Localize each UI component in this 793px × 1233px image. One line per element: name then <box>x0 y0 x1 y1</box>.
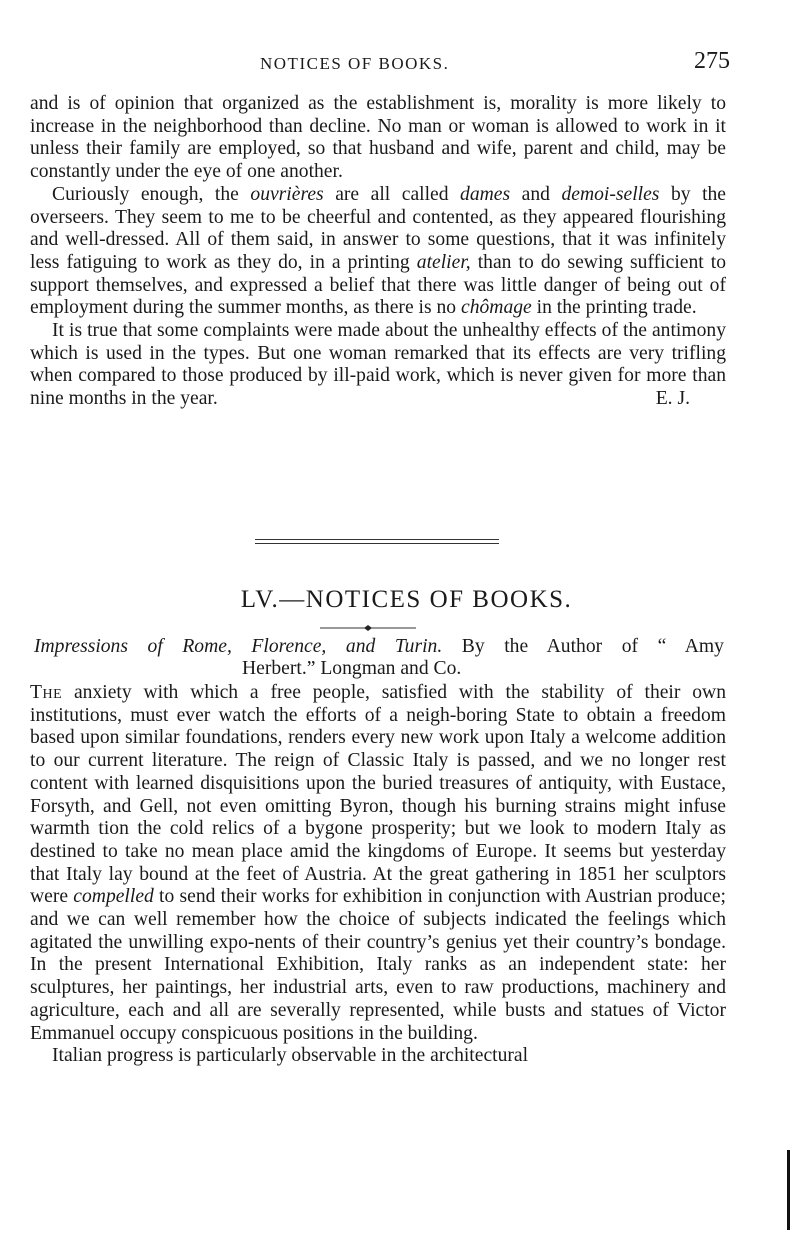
divider-line <box>255 543 499 544</box>
paragraph: The anxiety with which a free people, satisfied with the stability of their own institutions, must ever watch the efforts of a neigh-boring State to obtain a freedom based upon similar foundations, renders every new work upon Italy a welcome addition to our current literature. The reign of Classic Italy is passed, and we no longer rest content with learned disquisitions upon the buried treasures of antiquity, with Eustace, Forsyth, and Gell, not even omitting Byron, though his burning strains might infuse warmth tion the cold relics of a bygone prosperity; but we look to modern Italy as destined to take no mean place amid the kingdoms of Europe. It seems but yesterday that Italy lay bound at the feet of Austria. At the great gathering in 1851 her sculptors were compelled to send their works for exhibition in conjunction with Austrian produce; and we can well remember how the choice of subjects indicated the feelings which agitated the unwilling expo-nents of their country’s genius yet their country’s bondage. In the present International Exhibition, Italy ranks as an independent state: her sculptures, her paintings, her industrial arts, even to raw productions, machinery and agriculture, each and all are severally represented, while busts and statues of Victor Emmanuel occupy conspicuous positions in the building. <box>30 682 727 1044</box>
author-signature: E. J. <box>655 388 690 410</box>
letter-conclusion <box>30 93 726 411</box>
paragraph: Curiously enough, the ouvrières are all called dames and demoi-selles by the overseers. They seem to me to be cheerful and contented, as they appeared flourishing and well-dressed. All of them said, in answer to some questions, that it was infinitely less fatiguing to work as they do, in a printing atelier, than to do sewing sufficient to support themselves, and expressed a belief that there was little danger of being out of employment during the summer months, as there is no chômage in the printing trade. <box>30 183 726 319</box>
page-number: 275 <box>694 48 730 74</box>
divider-line <box>255 539 499 540</box>
section-title: LV.—NOTICES OF BOOKS. <box>240 586 573 613</box>
paragraph: It is true that some complaints were made about the unhealthy effects of the antimony which is used in the types. But one woman remarked that its effects are very trifling when compared to those produced by ill-paid work, which is never given for more than nine months in the year. <box>30 320 726 410</box>
citation-line: Herbert.” Longman and Co. <box>242 658 462 679</box>
review-body <box>30 682 726 1068</box>
paragraph: and is of opinion that organized as the establishment is, morality is more likely to increase in the neighborhood than decline. No man or woman is allowed to work in it unless their family are employed, so that husband and wife, parent and child, may be constantly under the eye of one another. <box>30 93 726 183</box>
page-edge-mark <box>787 1150 790 1230</box>
citation-line: Impressions of Rome, Florence, and Turin. By the Author of “ Amy <box>34 636 724 657</box>
book-citation <box>34 636 724 680</box>
paragraph: Italian progress is particularly observable in the architectural <box>52 1045 529 1067</box>
running-title: NOTICES OF BOOKS. <box>260 54 450 73</box>
page-header <box>30 48 730 82</box>
section-divider <box>255 539 499 547</box>
diamond-rule-icon <box>320 625 416 631</box>
